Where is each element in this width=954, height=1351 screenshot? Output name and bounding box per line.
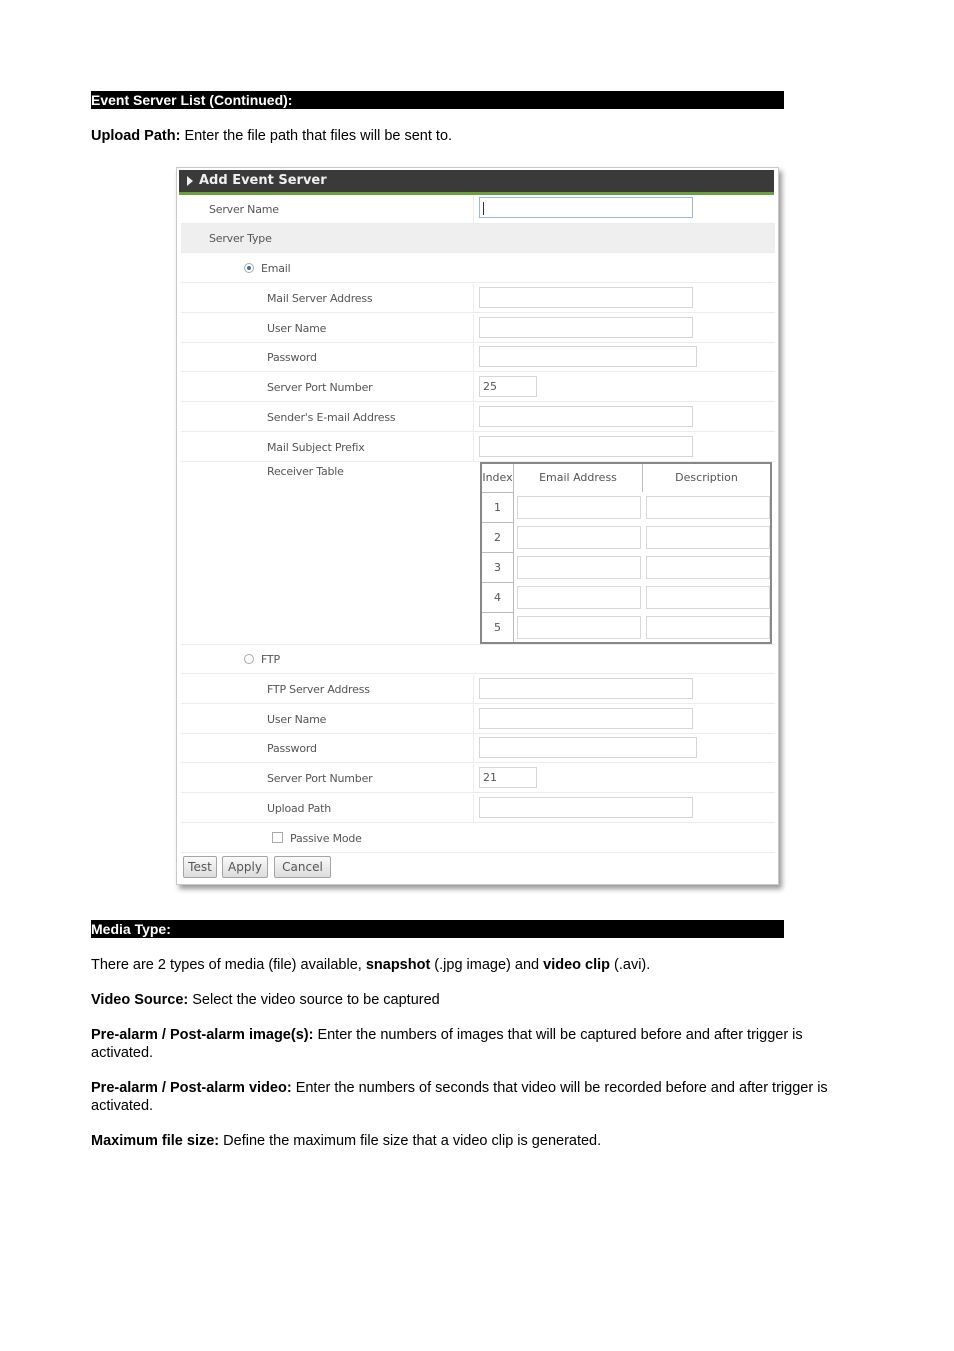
ftp-upload-path-label: Upload Path <box>267 802 332 815</box>
row-ftp-server-address <box>181 675 775 704</box>
receiver-description-input[interactable] <box>646 586 770 609</box>
receiver-header-index: Index <box>482 464 514 492</box>
mail-server-address-input[interactable] <box>479 287 693 308</box>
row-ftp-upload-path <box>181 794 775 823</box>
row-ftp-password <box>181 734 775 763</box>
column-divider <box>473 764 474 792</box>
receiver-index: 5 <box>482 612 514 642</box>
prealarm-image-description: Enter the numbers of images that will be captured before and after trigger is activated. <box>91 1027 803 1061</box>
email-radio[interactable] <box>244 263 254 273</box>
receiver-email-input[interactable] <box>517 526 641 549</box>
row-mail-subject-prefix <box>181 433 775 462</box>
ftp-server-address-input[interactable] <box>479 678 693 699</box>
row-email-user-name <box>181 314 775 343</box>
column-divider <box>473 195 474 223</box>
column-divider <box>473 284 474 312</box>
server-type-label: Server Type <box>209 232 272 245</box>
ftp-option-label: FTP <box>261 653 280 666</box>
email-option-label: Email <box>261 262 291 275</box>
receiver-index: 4 <box>482 582 514 612</box>
sender-email-input[interactable] <box>479 406 693 427</box>
email-password-label: Password <box>267 351 317 364</box>
row-passive-mode <box>181 824 775 853</box>
email-user-name-input[interactable] <box>479 317 693 338</box>
ftp-password-label: Password <box>267 742 317 755</box>
max-file-size-term: Maximum file size: <box>91 1133 220 1149</box>
video-source-term: Video Source: <box>91 992 189 1008</box>
column-divider <box>473 343 474 371</box>
row-sender-email <box>181 403 775 432</box>
row-email-port <box>181 373 775 402</box>
ftp-upload-path-input[interactable] <box>479 797 693 818</box>
email-port-label: Server Port Number <box>267 381 373 394</box>
section-heading-media-type: Media Type: <box>91 920 784 938</box>
column-divider <box>473 314 474 342</box>
media-intro-text: There are 2 types of media (file) available, <box>91 957 366 973</box>
mail-server-address-label: Mail Server Address <box>267 292 373 305</box>
mail-subject-prefix-input[interactable] <box>479 436 693 457</box>
prealarm-image-paragraph <box>91 1026 851 1062</box>
row-ftp-option <box>181 645 775 674</box>
row-server-type <box>181 224 775 253</box>
ftp-port-input[interactable]: 21 <box>479 767 537 788</box>
row-server-name <box>181 195 775 224</box>
media-intro-text-end: (.avi). <box>610 957 651 973</box>
max-file-size-paragraph <box>91 1132 851 1150</box>
ftp-user-name-label: User Name <box>267 713 327 726</box>
video-clip-term: video clip <box>543 957 611 973</box>
server-name-input[interactable] <box>479 197 693 218</box>
video-source-description: Select the video source to be captured <box>188 992 440 1008</box>
receiver-table <box>480 462 772 644</box>
email-password-input[interactable] <box>479 346 697 367</box>
cancel-button[interactable]: Cancel <box>274 856 331 878</box>
column-divider <box>473 705 474 733</box>
row-email-password <box>181 343 775 372</box>
server-name-label: Server Name <box>209 203 279 216</box>
row-email-option <box>181 254 775 283</box>
passive-mode-label: Passive Mode <box>290 832 362 845</box>
ftp-password-input[interactable] <box>479 737 697 758</box>
receiver-index: 2 <box>482 522 514 552</box>
row-ftp-port <box>181 764 775 793</box>
mail-subject-prefix-label: Mail Subject Prefix <box>267 441 365 454</box>
ftp-port-label: Server Port Number <box>267 772 373 785</box>
prealarm-video-term: Pre-alarm / Post-alarm video: <box>91 1080 292 1096</box>
prealarm-video-description: Enter the numbers of seconds that video will be recorded before and after trigger is activated. <box>91 1080 828 1114</box>
media-intro-text-mid: (.jpg image) and <box>430 957 544 973</box>
receiver-email-input[interactable] <box>517 616 641 639</box>
video-source-paragraph <box>91 991 851 1009</box>
receiver-description-input[interactable] <box>646 496 770 519</box>
passive-mode-checkbox[interactable] <box>272 832 283 843</box>
ftp-server-address-label: FTP Server Address <box>267 683 370 696</box>
receiver-description-input[interactable] <box>646 616 770 639</box>
column-divider <box>473 373 474 401</box>
test-button[interactable]: Test <box>183 856 217 878</box>
section-heading-event-server: Event Server List (Continued): <box>91 91 784 109</box>
receiver-header-email: Email Address <box>514 464 643 492</box>
prealarm-video-paragraph <box>91 1079 851 1115</box>
column-divider <box>473 403 474 431</box>
receiver-index: 1 <box>482 492 514 522</box>
receiver-description-input[interactable] <box>646 526 770 549</box>
upload-path-paragraph <box>91 127 851 145</box>
apply-button[interactable]: Apply <box>222 856 268 878</box>
column-divider <box>473 794 474 822</box>
receiver-email-input[interactable] <box>517 586 641 609</box>
row-ftp-user-name <box>181 705 775 734</box>
receiver-index: 3 <box>482 552 514 582</box>
panel-title: Add Event Server <box>199 173 327 188</box>
snapshot-term: snapshot <box>365 957 431 973</box>
upload-path-term: Upload Path: <box>91 128 181 144</box>
receiver-table-label: Receiver Table <box>267 465 344 478</box>
ftp-radio[interactable] <box>244 654 254 664</box>
email-user-name-label: User Name <box>267 322 327 335</box>
column-divider <box>473 734 474 762</box>
row-mail-server-address <box>181 284 775 313</box>
receiver-email-input[interactable] <box>517 556 641 579</box>
sender-email-label: Sender's E-mail Address <box>267 411 396 424</box>
email-port-input[interactable]: 25 <box>479 376 537 397</box>
ftp-user-name-input[interactable] <box>479 708 693 729</box>
column-divider <box>473 433 474 461</box>
receiver-header-description: Description <box>675 471 738 484</box>
column-divider <box>473 675 474 703</box>
receiver-email-input[interactable] <box>517 496 641 519</box>
upload-path-description: Enter the file path that files will be sent to. <box>180 128 453 144</box>
panel-header <box>179 170 774 195</box>
caret-right-icon <box>187 176 193 186</box>
prealarm-image-term: Pre-alarm / Post-alarm image(s): <box>91 1027 314 1043</box>
receiver-description-input[interactable] <box>646 556 770 579</box>
text-caret <box>483 202 484 215</box>
max-file-size-description: Define the maximum file size that a video clip is generated. <box>219 1133 602 1149</box>
add-event-server-panel <box>176 167 779 885</box>
media-intro-paragraph <box>91 956 851 974</box>
